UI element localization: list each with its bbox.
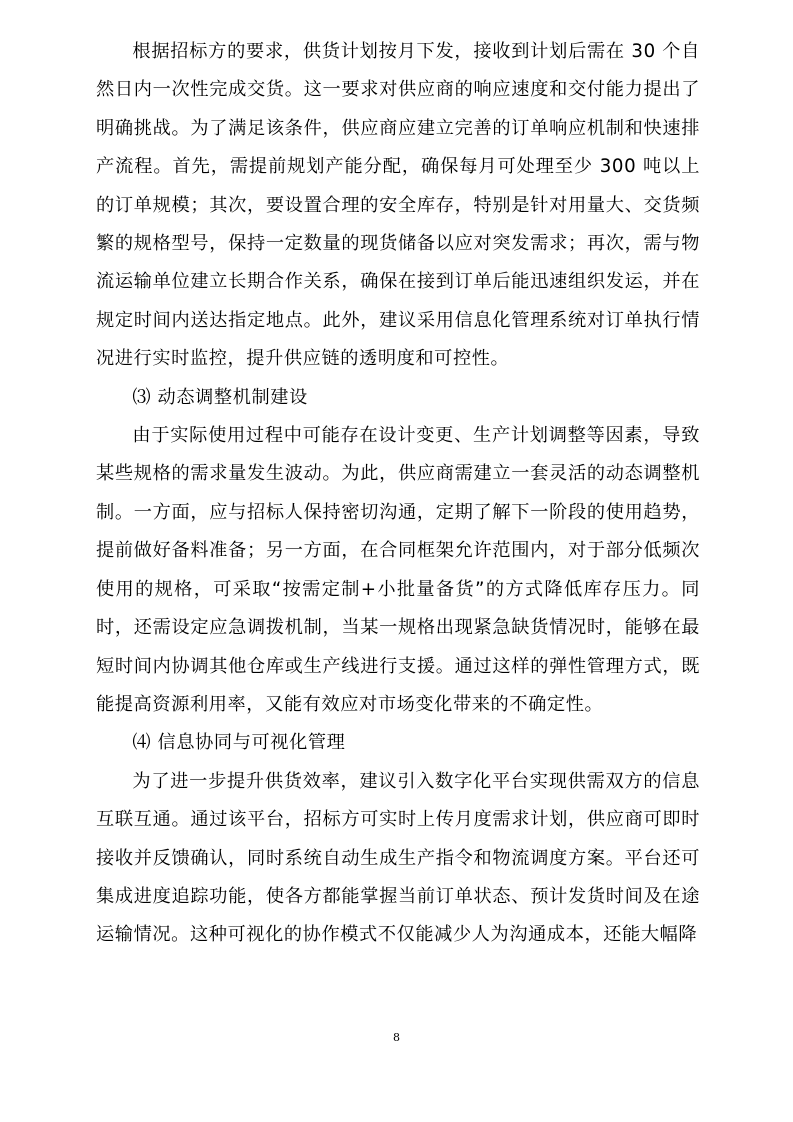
document-page xyxy=(96,33,700,955)
section-heading-dynamic-adjustment: ⑶ 动态调整机制建设 xyxy=(132,386,308,408)
section-heading-info-collaboration: ⑷ 信息协同与可视化管理 xyxy=(132,732,346,754)
paragraph-info-collaboration: 为了进一步提升供货效率，建议引入数字化平台实现供需双方的信息互联互通。通过该平台，招标方可实时上传月度需求计划，供应商可即时接收并反馈确认，同时系统自动生成生产指令和物流调度方案。平台还可集成进度追踪功能，使各方都能掌握当前订单状态、预计发货时间及在途运输情况。这种可视化的协作模式不仅能减少人为沟通成本，还能大幅降 xyxy=(96,770,700,946)
page-number: 8 xyxy=(393,1031,400,1044)
paragraph-supply-response: 根据招标方的要求，供货计划按月下发，接收到计划后需在 30 个自然日内一次性完成交货。这一要求对供应商的响应速度和交付能力提出了明确挑战。为了满足该条件，供应商应建立完善的订单响应机制和快速排产流程。首先，需提前规划产能分配，确保每月可处理至少 300 吨以上的订单规模；其次，要设置合理的安全库存，特别是针对用量大、交货频繁的规格型号，保持一定数量的现货储备以应对突发需求；再次，需与物流运输单位建立长期合作关系，确保在接到订单后能迅速组织发运，并在规定时间内送达指定地点。此外，建议采用信息化管理系统对订单执行情况进行实时监控，提升供应链的透明度和可控性。 xyxy=(96,41,700,370)
paragraph-dynamic-adjustment: 由于实际使用过程中可能存在设计变更、生产计划调整等因素，导致某些规格的需求量发生波动。为此，供应商需建立一套灵活的动态调整机制。一方面，应与招标人保持密切沟通，定期了解下一阶段的使用趋势，提前做好备料准备；另一方面，在合同框架允许范围内，对于部分低频次使用的规格，可采取“按需定制+小批量备货”的方式降低库存压力。同时，还需设定应急调拨机制，当某一规格出现紧急缺货情况时，能够在最短时间内协调其他仓库或生产线进行支援。通过这样的弹性管理方式，既能提高资源利用率，又能有效应对市场变化带来的不确定性。 xyxy=(96,425,700,715)
